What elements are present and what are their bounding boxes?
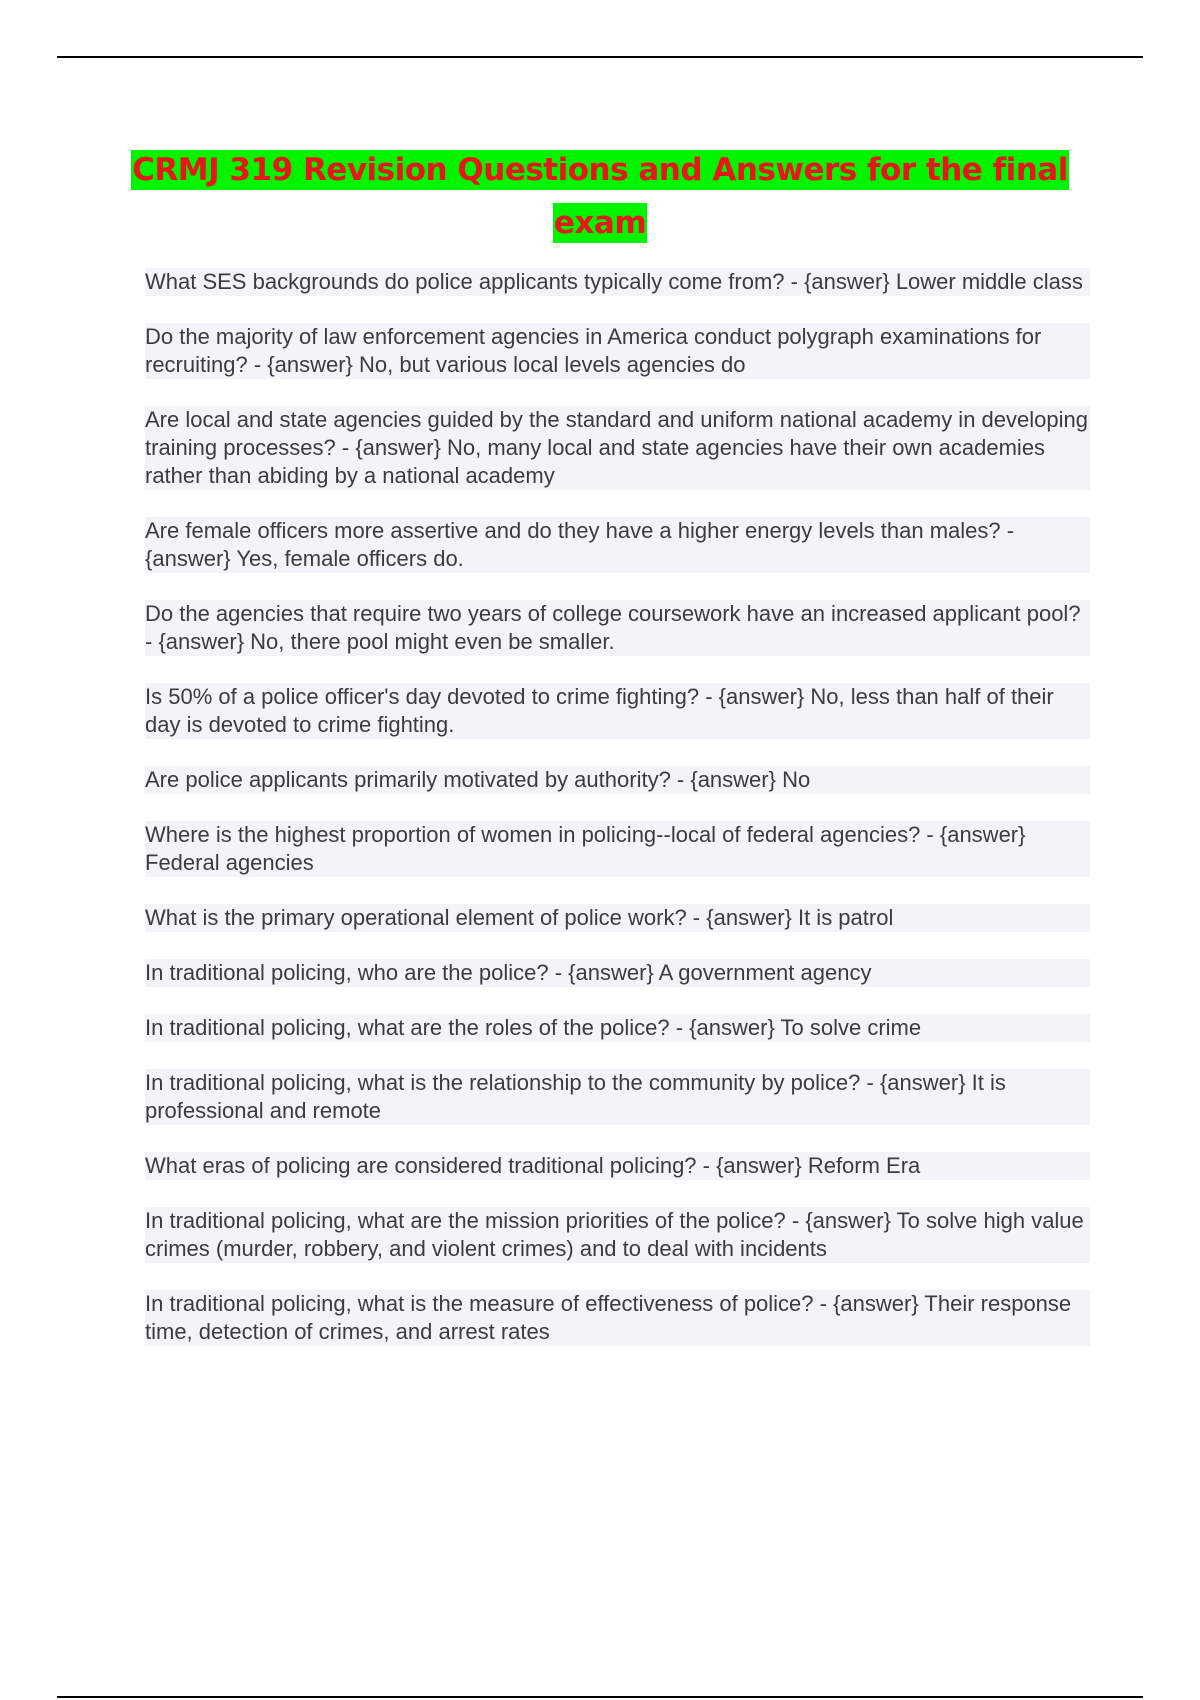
qa-list [145, 268, 1090, 1373]
qa-item: What eras of policing are considered traditional policing? - {answer} Reform Era [145, 1152, 1090, 1180]
qa-item: What SES backgrounds do police applicants typically come from? - {answer} Lower middle class [145, 268, 1090, 296]
qa-item: In traditional policing, what is the measure of effectiveness of police? - {answer} Their response time, detection of crimes, and arrest rates [145, 1290, 1090, 1346]
qa-item: In traditional policing, what are the mission priorities of the police? - {answer} To solve high value crimes (murder, robbery, and violent crimes) and to deal with incidents [145, 1207, 1090, 1263]
qa-item: Are police applicants primarily motivated by authority? - {answer} No [145, 766, 1090, 794]
qa-item: Where is the highest proportion of women in policing--local of federal agencies? - {answer} Federal agencies [145, 821, 1090, 877]
title-highlight: CRMJ 319 Revision Questions and Answers for the final exam [132, 152, 1068, 241]
qa-item: Do the agencies that require two years of college coursework have an increased applicant pool? - {answer} No, there pool might even be smaller. [145, 600, 1090, 656]
qa-item: Is 50% of a police officer's day devoted to crime fighting? - {answer} No, less than half of their day is devoted to crime fighting. [145, 683, 1090, 739]
qa-item: Are female officers more assertive and do they have a higher energy levels than males? - {answer} Yes, female officers do. [145, 517, 1090, 573]
qa-item: In traditional policing, what are the roles of the police? - {answer} To solve crime [145, 1014, 1090, 1042]
qa-item: Do the majority of law enforcement agencies in America conduct polygraph examinations for recruiting? - {answer} No, but various local levels agencies do [145, 323, 1090, 379]
qa-item: In traditional policing, who are the police? - {answer} A government agency [145, 959, 1090, 987]
document-title [120, 144, 1080, 250]
qa-item: In traditional policing, what is the relationship to the community by police? - {answer} It is professional and remote [145, 1069, 1090, 1125]
top-rule [57, 56, 1143, 58]
qa-item: What is the primary operational element of police work? - {answer} It is patrol [145, 904, 1090, 932]
qa-item: Are local and state agencies guided by the standard and uniform national academy in developing training processes? - {answer} No, many local and state agencies have their own academies rather than abiding by a national academy [145, 406, 1090, 490]
bottom-rule [57, 1696, 1143, 1698]
